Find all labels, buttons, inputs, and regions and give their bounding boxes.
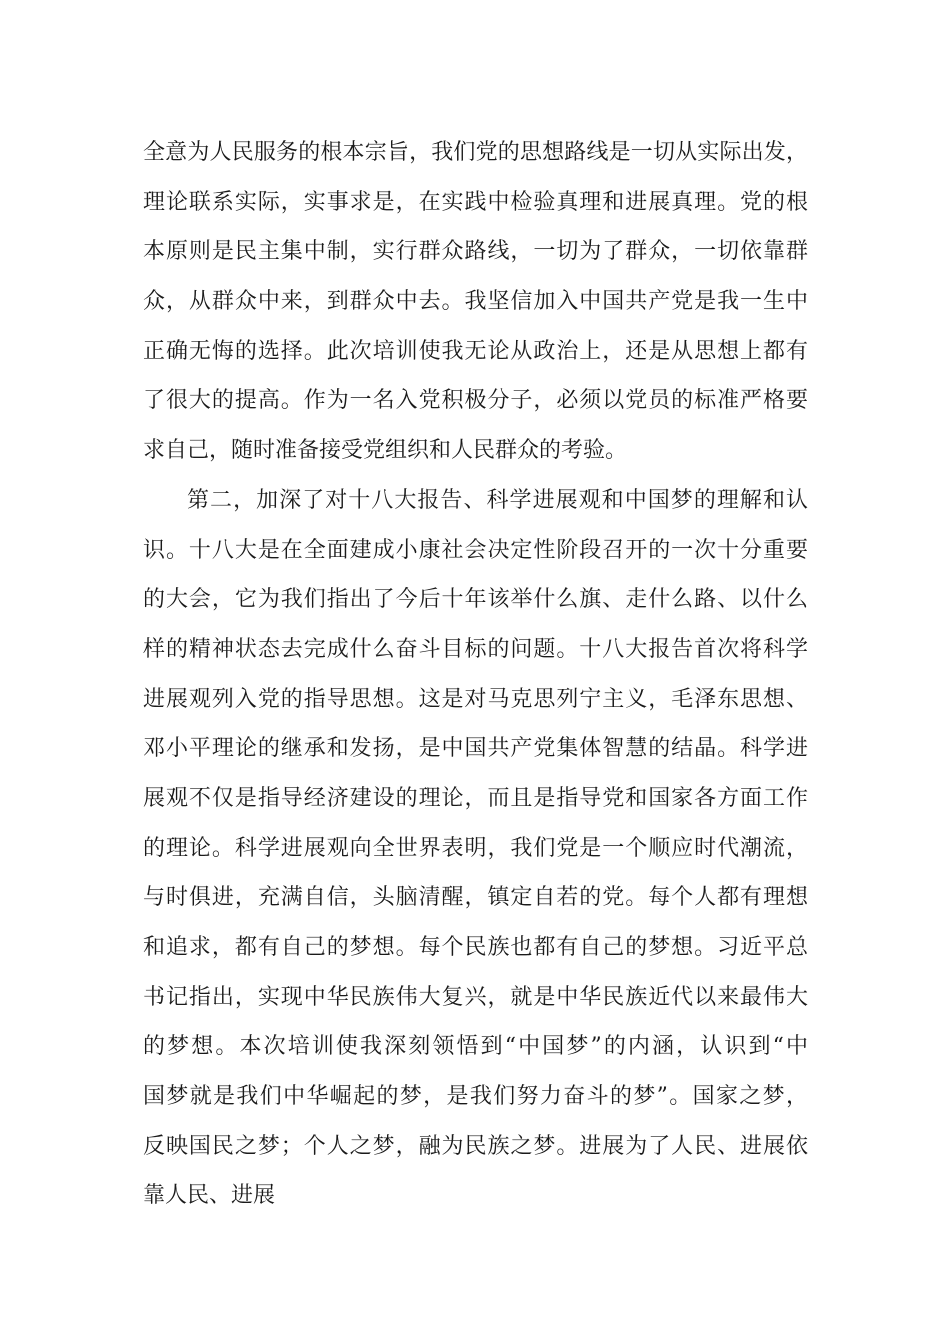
text-line: 样的精神状态去完成什么奋斗目标的问题。十八大报告首次将科学 xyxy=(143,636,808,662)
text-line: 国梦就是我们中华崛起的梦，是我们努力奋斗的梦”。国家之梦， xyxy=(143,1084,808,1110)
text-line: 的理论。科学进展观向全世界表明，我们党是一个顺应时代潮流， xyxy=(143,835,808,861)
text-line: 靠人民、进展 xyxy=(143,1183,276,1209)
text-line: 进展观列入党的指导思想。这是对马克思列宁主义，毛泽东思想、 xyxy=(143,686,808,712)
text-line: 理论联系实际，实事求是，在实践中检验真理和进展真理。党的根 xyxy=(143,189,808,215)
text-line: 的梦想。本次培训使我深刻领悟到“中国梦”的内涵，认识到“中 xyxy=(143,1034,808,1060)
text-line: 与时俱进，充满自信，头脑清醒，镇定自若的党。每个人都有理想 xyxy=(143,885,808,911)
text-line: 本原则是民主集中制，实行群众路线，一切为了群众，一切依靠群 xyxy=(143,239,808,265)
text-line: 全意为人民服务的根本宗旨，我们党的思想路线是一切从实际出发， xyxy=(143,140,808,165)
text-line: 和追求，都有自己的梦想。每个民族也都有自己的梦想。习近平总 xyxy=(143,935,808,960)
paragraph-1 xyxy=(143,128,808,476)
text-line: 展观不仅是指导经济建设的理论，而且是指导党和国家各方面工作 xyxy=(143,785,808,811)
text-line: 反映国民之梦；个人之梦，融为民族之梦。进展为了人民、进展依 xyxy=(143,1133,808,1159)
paragraph-2 xyxy=(143,476,808,1221)
text-line: 正确无悔的选择。此次培训使我无论从政治上，还是从思想上都有 xyxy=(143,338,808,364)
document-body xyxy=(143,128,808,1221)
text-line: 书记指出，实现中华民族伟大复兴，就是中华民族近代以来最伟大 xyxy=(143,984,808,1010)
text-line: 众，从群众中来，到群众中去。我坚信加入中国共产党是我一生中 xyxy=(143,289,808,315)
text-line: 第二，加深了对十八大报告、科学进展观和中国梦的理解和认 xyxy=(187,487,808,513)
text-line: 的大会，它为我们指出了今后十年该举什么旗、走什么路、以什么 xyxy=(143,587,808,613)
text-line: 识。十八大是在全面建成小康社会决定性阶段召开的一次十分重要 xyxy=(143,537,808,563)
text-line: 了很大的提高。作为一名入党积极分子，必须以党员的标准严格要 xyxy=(143,388,808,414)
text-line: 求自己，随时准备接受党组织和人民群众的考验。 xyxy=(143,438,628,464)
text-line: 邓小平理论的继承和发扬，是中国共产党集体智慧的结晶。科学进 xyxy=(143,736,808,762)
